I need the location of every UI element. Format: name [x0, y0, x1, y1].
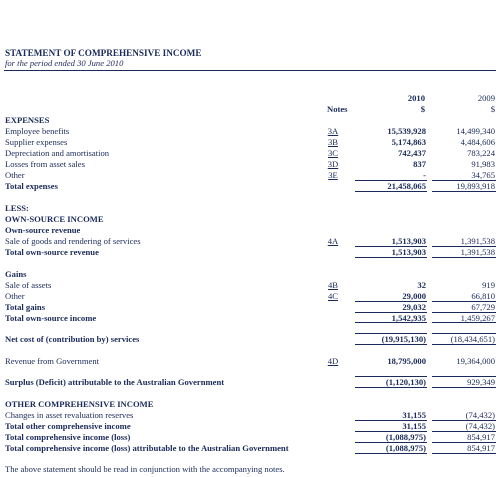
row-label-total: Total own-source income: [5, 313, 97, 323]
row-label-total: Surplus (Deficit) attributable to the Australian Government: [5, 377, 225, 387]
row-label: Changes in asset revaluation reserves: [5, 410, 134, 420]
value-current: 15,539,928: [387, 126, 426, 136]
value-prior: 1,391,538: [460, 236, 495, 246]
value-current: 742,437: [398, 148, 426, 158]
row-label-total: Net cost of (contribution by) services: [5, 334, 140, 344]
year-prior: 2009: [477, 93, 495, 103]
row-label: EXPENSES: [5, 115, 50, 125]
notes-header: Notes: [327, 104, 348, 114]
value-current: 1,542,935: [391, 313, 426, 323]
subsection-heading: Own-source revenue: [5, 225, 81, 235]
value-prior: (74,432): [465, 410, 495, 420]
row-label: Sale of goods and rendering of services: [5, 236, 141, 246]
value-current: 32: [417, 280, 426, 290]
header-rule: [4, 70, 496, 71]
note-ref-4c[interactable]: 4C: [327, 291, 339, 301]
value-current: (19,915,130): [381, 334, 426, 344]
value-current: 837: [413, 159, 426, 169]
value-prior: 19,893,918: [456, 181, 495, 191]
value-prior: 67,729: [471, 302, 495, 312]
row-label-total: Total own-source revenue: [5, 247, 99, 257]
note-ref-4b[interactable]: 4B: [327, 280, 339, 290]
statement-subtitle: for the period ended 30 June 2010: [5, 58, 124, 68]
section-heading: LESS:: [5, 203, 29, 213]
row-label: Other: [5, 291, 25, 301]
value-current: 5,174,863: [391, 137, 426, 147]
value-prior: 4,484,606: [460, 137, 495, 147]
value-prior: 14,499,340: [456, 126, 495, 136]
value-current: (1,088,975): [385, 443, 426, 453]
note-ref-4d[interactable]: 4D: [327, 356, 339, 366]
section-heading: OWN-SOURCE INCOME: [5, 214, 104, 224]
subsection-heading: Gains: [5, 269, 27, 279]
value-prior: 91,983: [471, 159, 495, 169]
value-prior: 1,459,267: [460, 313, 495, 323]
row-label: Employee benefits: [5, 126, 70, 136]
row-label-total: Total comprehensive income (loss): [5, 432, 131, 442]
row-label: Losses from asset sales: [5, 159, 85, 169]
note-ref-3a[interactable]: 3A: [327, 126, 339, 136]
row-label-total: Total other comprehensive income: [5, 421, 131, 431]
value-current: 29,032: [402, 302, 426, 312]
note-ref-3d[interactable]: 3D: [327, 159, 339, 169]
value-current: (1,088,975): [385, 432, 426, 442]
value-current: 18,795,000: [387, 356, 426, 366]
year-current: 2010: [407, 93, 425, 103]
note-ref-3b[interactable]: 3B: [327, 137, 339, 147]
row-label-total: Total expenses: [5, 181, 58, 191]
value-prior: 929,349: [467, 377, 495, 387]
value-current: (1,120,130): [385, 377, 426, 387]
note-ref-3c[interactable]: 3C: [327, 148, 339, 158]
value-prior: 66,810: [471, 291, 495, 301]
value-prior: 919: [482, 280, 495, 290]
row-label: Other: [5, 170, 25, 180]
row-label: Sale of assets: [5, 280, 52, 290]
note-ref-3e[interactable]: 3E: [328, 170, 338, 180]
value-prior: 34,765: [471, 170, 495, 180]
row-label-total: Total gains: [5, 302, 46, 312]
value-current: 1,513,903: [391, 236, 426, 246]
footnote: The above statement should be read in conjunction with the accompanying notes.: [5, 464, 285, 474]
value-prior: (18,434,651): [450, 334, 495, 344]
section-heading: OTHER COMPREHENSIVE INCOME: [5, 399, 154, 409]
value-current: 1,513,903: [391, 247, 426, 257]
value-prior: 19,364,000: [456, 356, 495, 366]
value-prior: 783,224: [467, 148, 495, 158]
unit-current: $: [420, 104, 425, 114]
value-current: 21,458,065: [387, 181, 426, 191]
value-prior: 854,917: [467, 443, 495, 453]
value-prior: (74,432): [465, 421, 495, 431]
note-ref-4a[interactable]: 4A: [327, 236, 339, 246]
value-current: -: [423, 170, 426, 180]
value-current: 31,155: [402, 410, 426, 420]
row-label-total: Total comprehensive income (loss) attributable to the Australian Government: [5, 443, 289, 453]
row-label: Depreciation and amortisation: [5, 148, 110, 158]
value-prior: 1,391,538: [460, 247, 495, 257]
value-current: 31,155: [402, 421, 426, 431]
statement-title: STATEMENT OF COMPREHENSIVE INCOME: [5, 48, 202, 58]
row-label: Revenue from Government: [5, 356, 100, 366]
unit-prior: $: [490, 104, 495, 114]
row-label: Supplier expenses: [5, 137, 68, 147]
value-prior: 854,917: [467, 432, 495, 442]
value-current: 29,000: [402, 291, 426, 301]
